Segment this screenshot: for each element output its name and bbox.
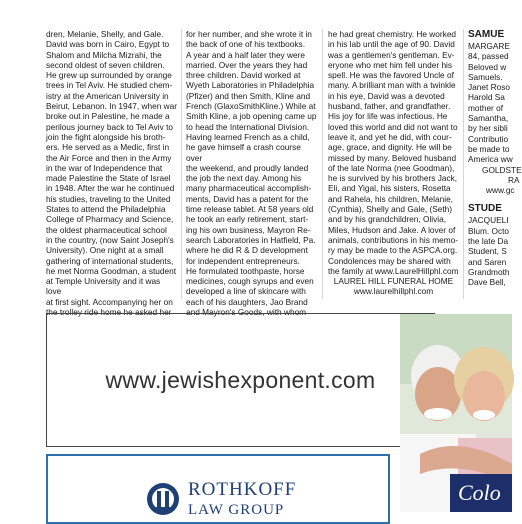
obituary-column-3 [328, 29, 459, 307]
obituary-heading-samuels: SAMUE [468, 29, 505, 40]
funeral-home-name-cont: RA [508, 174, 520, 185]
law-firm-name [188, 480, 296, 520]
column-divider [181, 29, 182, 299]
law-firm-logo-icon [145, 482, 181, 516]
obituary-text: for her number, and she wrote it in the back of one of his textbooks. A year and a half later they were married. Over the years they had three children. David worked at Wyeth Laboratories in Philadelphia (Pfizer) and then Smith, Kline and French (GlaxoSmithKline.) While at Smith Kline, a job opening came up to head the International Division. Having learned French as a child, he gave himself a crash course over the weekend, and proudly landed the job the next day. Among his many pharmaceutical accomplish- ments, David has a patent for the time release tablet. At 58 years old he took an early retirement, start- ing his own business, Mayron Re- search Laboratories in Hatfield, Pa. where he did R & D development for independent entrepreneurs. He formulated toothpaste, horse medicines, cough syrups and even developed a line of skincare with each of his daughters, Jao Brand and Mayron's Goods, with whom [186, 29, 317, 318]
funeral-home-name: LAUREL HILL FUNERAL HOME [333, 276, 454, 287]
obituary-column-4 [468, 29, 522, 307]
law-firm-name-line1: ROTHKOFF [188, 479, 297, 500]
funeral-home-website: www.laurelhillphl.com [353, 286, 434, 297]
law-firm-ad[interactable] [46, 454, 390, 524]
funeral-home-name: GOLDSTE [482, 164, 522, 175]
obituary-text: JACQUELI Blum. Octo the late Da Student, S and Saren Grandmoth Dave Bell, [468, 215, 510, 288]
badge-text: Colo [458, 480, 501, 505]
obituary-heading-student: STUDE [468, 203, 502, 215]
column-divider [463, 29, 464, 299]
obituary-text: he had great chemistry. He worked in his lab until the age of 90. David was a gentlemen's gentleman. Ev- eryone who met him fell under his spell. He was the favored Uncle of many. A brilliant man with a twinkle in his eye, David was a devoted husband, father, and grandfather. His joy for life was infectious. He loved this world and did not want to leave it, and yet he did, with cour- age, grace, and dignity. He will be missed by many. Beloved husband of the late Norma (nee Goodman), he is survived by his brothers Jack, Eli, and Yigal, his sisters, Rosetta and Rahela, his children, Melanie, (Cynthia), Shelly and Gale, (Seth) and by his grandchildren, Olivia, Miles, Hudson and Jake. A lover of animals, contributions in his memo- ry may be made to the ASPCA.org. Condolences may be shared with the family at www.LaurelHillphl.com [328, 29, 459, 276]
jewish-exponent-ad[interactable] [46, 313, 435, 447]
obituary-text: MARGARE 84, passed Beloved w Samuels. Janet Roso Harold Sa mother of Samantha, by her sibli Contributio be made to America ww [468, 41, 513, 165]
badge-panel [450, 474, 512, 512]
law-firm-name-line2: LAW GROUP [188, 502, 285, 518]
column-divider [322, 29, 323, 299]
obituary-column-2 [186, 29, 318, 318]
obituary-text: dren, Melanie, Shelly, and Gale. David was born in Cairo, Egypt to Shalom and Milcha Mizrahi, the second oldest of seven children. He grew up surrounded by orange trees in Tel Aviv. He studied chem- istry at the American University in Beirut, Lebanon. In 1947, when war broke out in Palestine, he made a perilous journey back to Tel Aviv to join the fight alongside his broth- ers. He served as a Medic, first in the Air Force and then in the Army in the war of Independence that made Palestine the State of Israel in 1948. After the war he continued his studies, traveling to the United States to attend the Philadelphia College of Pharmacy and Science, the oldest pharmaceutical school in the country, (now Saint Joseph's University). One night at a small gathering of international students, he met Norma Goodman, a student at Temple University and it was love at first sight. Accompanying her on the trolley ride home he asked her [46, 29, 177, 318]
funeral-home-website: www.gc [486, 185, 515, 196]
obituary-column-1 [46, 29, 177, 318]
photo-advertisement[interactable] [400, 314, 512, 512]
website-url[interactable]: www.jewishexponent.com [105, 366, 376, 393]
